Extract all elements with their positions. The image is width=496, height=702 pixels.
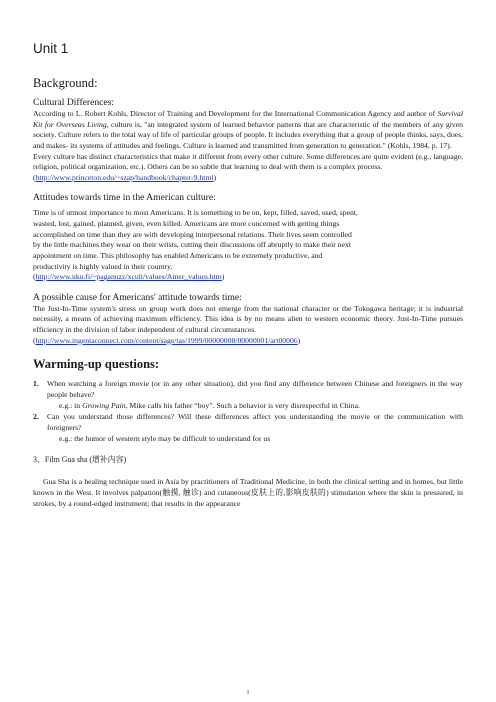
warmup-question-1 — [33, 379, 463, 401]
show-title: Growing Pain, — [82, 401, 128, 411]
time-paragraph-line: appointment on time. This philosophy has enabled Americans to be extremely productive, and — [33, 250, 323, 260]
question-number: 2. — [33, 412, 39, 422]
culture-definition-paragraph — [33, 109, 463, 152]
background-heading: Background: — [33, 76, 98, 90]
question-text: When watching a foreign movie (or in any other situation), did you find any difference between Chinese and foreigners in the way people behave? — [47, 379, 463, 400]
warmup-example-2: e.g.: the humor of western style may be difficult to understand for us — [59, 433, 271, 443]
question-text: Can you understand those differences? Will these differences affect you understanding the movie or the communication with foreigners? — [47, 412, 463, 432]
ingenta-link[interactable]: http://www.ingentaconnect.com/content/sage/tas/1999/00000008/00000001/art00006 — [35, 335, 298, 345]
warmup-question-2 — [33, 412, 463, 434]
source-link-2[interactable]: (http://www.uku.fi/~paganuzz/xcult/values/Amer_values.htm) — [33, 272, 225, 282]
culture-definition-end: , culture is, "an integrated system of learned behavior patterns that are characteristic of the members of any given society. Culture refers to the total way of life of particular groups of people. It includes everything that a group of people thinks, says, does, and makes- its systems of attitudes and feelings. Culture is learned and transmitted from generation to generation." (Kohls, 1984, p. 17). — [33, 119, 463, 150]
question-number: 1. — [33, 379, 39, 389]
source-link-3[interactable]: (http://www.ingentaconnect.com/content/sage/tas/1999/00000008/00000001/art00006) — [33, 335, 301, 345]
cultural-differences-heading: Cultural Differences: — [33, 97, 115, 108]
warmup-example-1 — [33, 401, 463, 412]
time-paragraph-line: productivity is highly valued in their country. — [33, 261, 173, 271]
time-paragraph-line: by the little machines they wear on their wrists, cutting their discussions off abruptly to make their next — [33, 240, 351, 250]
book-title: Survival Kit for Overseas Living — [33, 109, 463, 129]
princeton-link[interactable]: http://www.princeton.edu/~szap/handbook/chapter-9.html — [35, 172, 214, 182]
uku-link[interactable]: http://www.uku.fi/~paganuzz/xcult/values/Amer_values.htm — [35, 272, 222, 282]
possible-cause-heading: A possible cause for Americans' attitude towards time: — [33, 291, 242, 303]
page-content — [33, 41, 463, 510]
time-paragraph-line: Time is of utmost importance to most Americans. It is something to be on, kept, filled, saved, used, spent, — [33, 208, 358, 218]
time-paragraph-line: wasted, lost, gained, planned, given, even killed. Americans are more concerned with getting things — [33, 219, 340, 228]
example-prefix: e.g.: in — [59, 401, 83, 411]
source-link-1[interactable]: (http://www.princeton.edu/~szap/handbook/chapter-9.html) — [33, 172, 217, 182]
page-number: 1 — [246, 690, 250, 696]
time-attitudes-heading: Attitudes towards time in the American culture: — [33, 192, 216, 204]
unit-title: Unit 1 — [33, 41, 69, 56]
culture-definition-start: According to L. Robert Kohls, Director of Training and Development for the International Communication Agency and author of — [33, 109, 438, 118]
film-heading: 3、Film Gua sha (增补内容) — [33, 454, 127, 464]
warmup-heading: Warming-up questions: — [33, 357, 160, 372]
culture-characteristics-paragraph: Every culture has distinct characteristics that make it different from every other culture. Some differences are quite evident (e.g., language, religion, political organization, etc.). Others can be so subtle that learning to deal with them is a complex process. — [33, 151, 463, 172]
time-paragraph-line: accomplished on time than they are with developing interpersonal relations. Their lives seem controlled — [33, 229, 352, 239]
example-text: Mike calls his father “boy”. Such a behavior is very disrespectful in China. — [127, 401, 360, 411]
just-in-time-paragraph: The Just-In-Time system's stress on group work does not emerge from the national character or the Tokugawa heritage; it is industrial necessity, a means of achieving maximum efficiency. This idea is by no means alien to western economic theory. Just-In-Time pursues efficiency in the division of labor independent of cultural circumstances. — [33, 303, 463, 334]
gua-sha-paragraph: Gua Sha is a healing technique used in Asia by practitioners of Traditional Medicine, in both the clinical setting and in homes, but little known in the West. It involves palpation(触摸, 触诊) and cutaneous(皮肤上的,影响皮肤的) stimulation where the skin is pressured, in strokes, by a round-edged instrument; that results in the appearance — [33, 476, 463, 508]
